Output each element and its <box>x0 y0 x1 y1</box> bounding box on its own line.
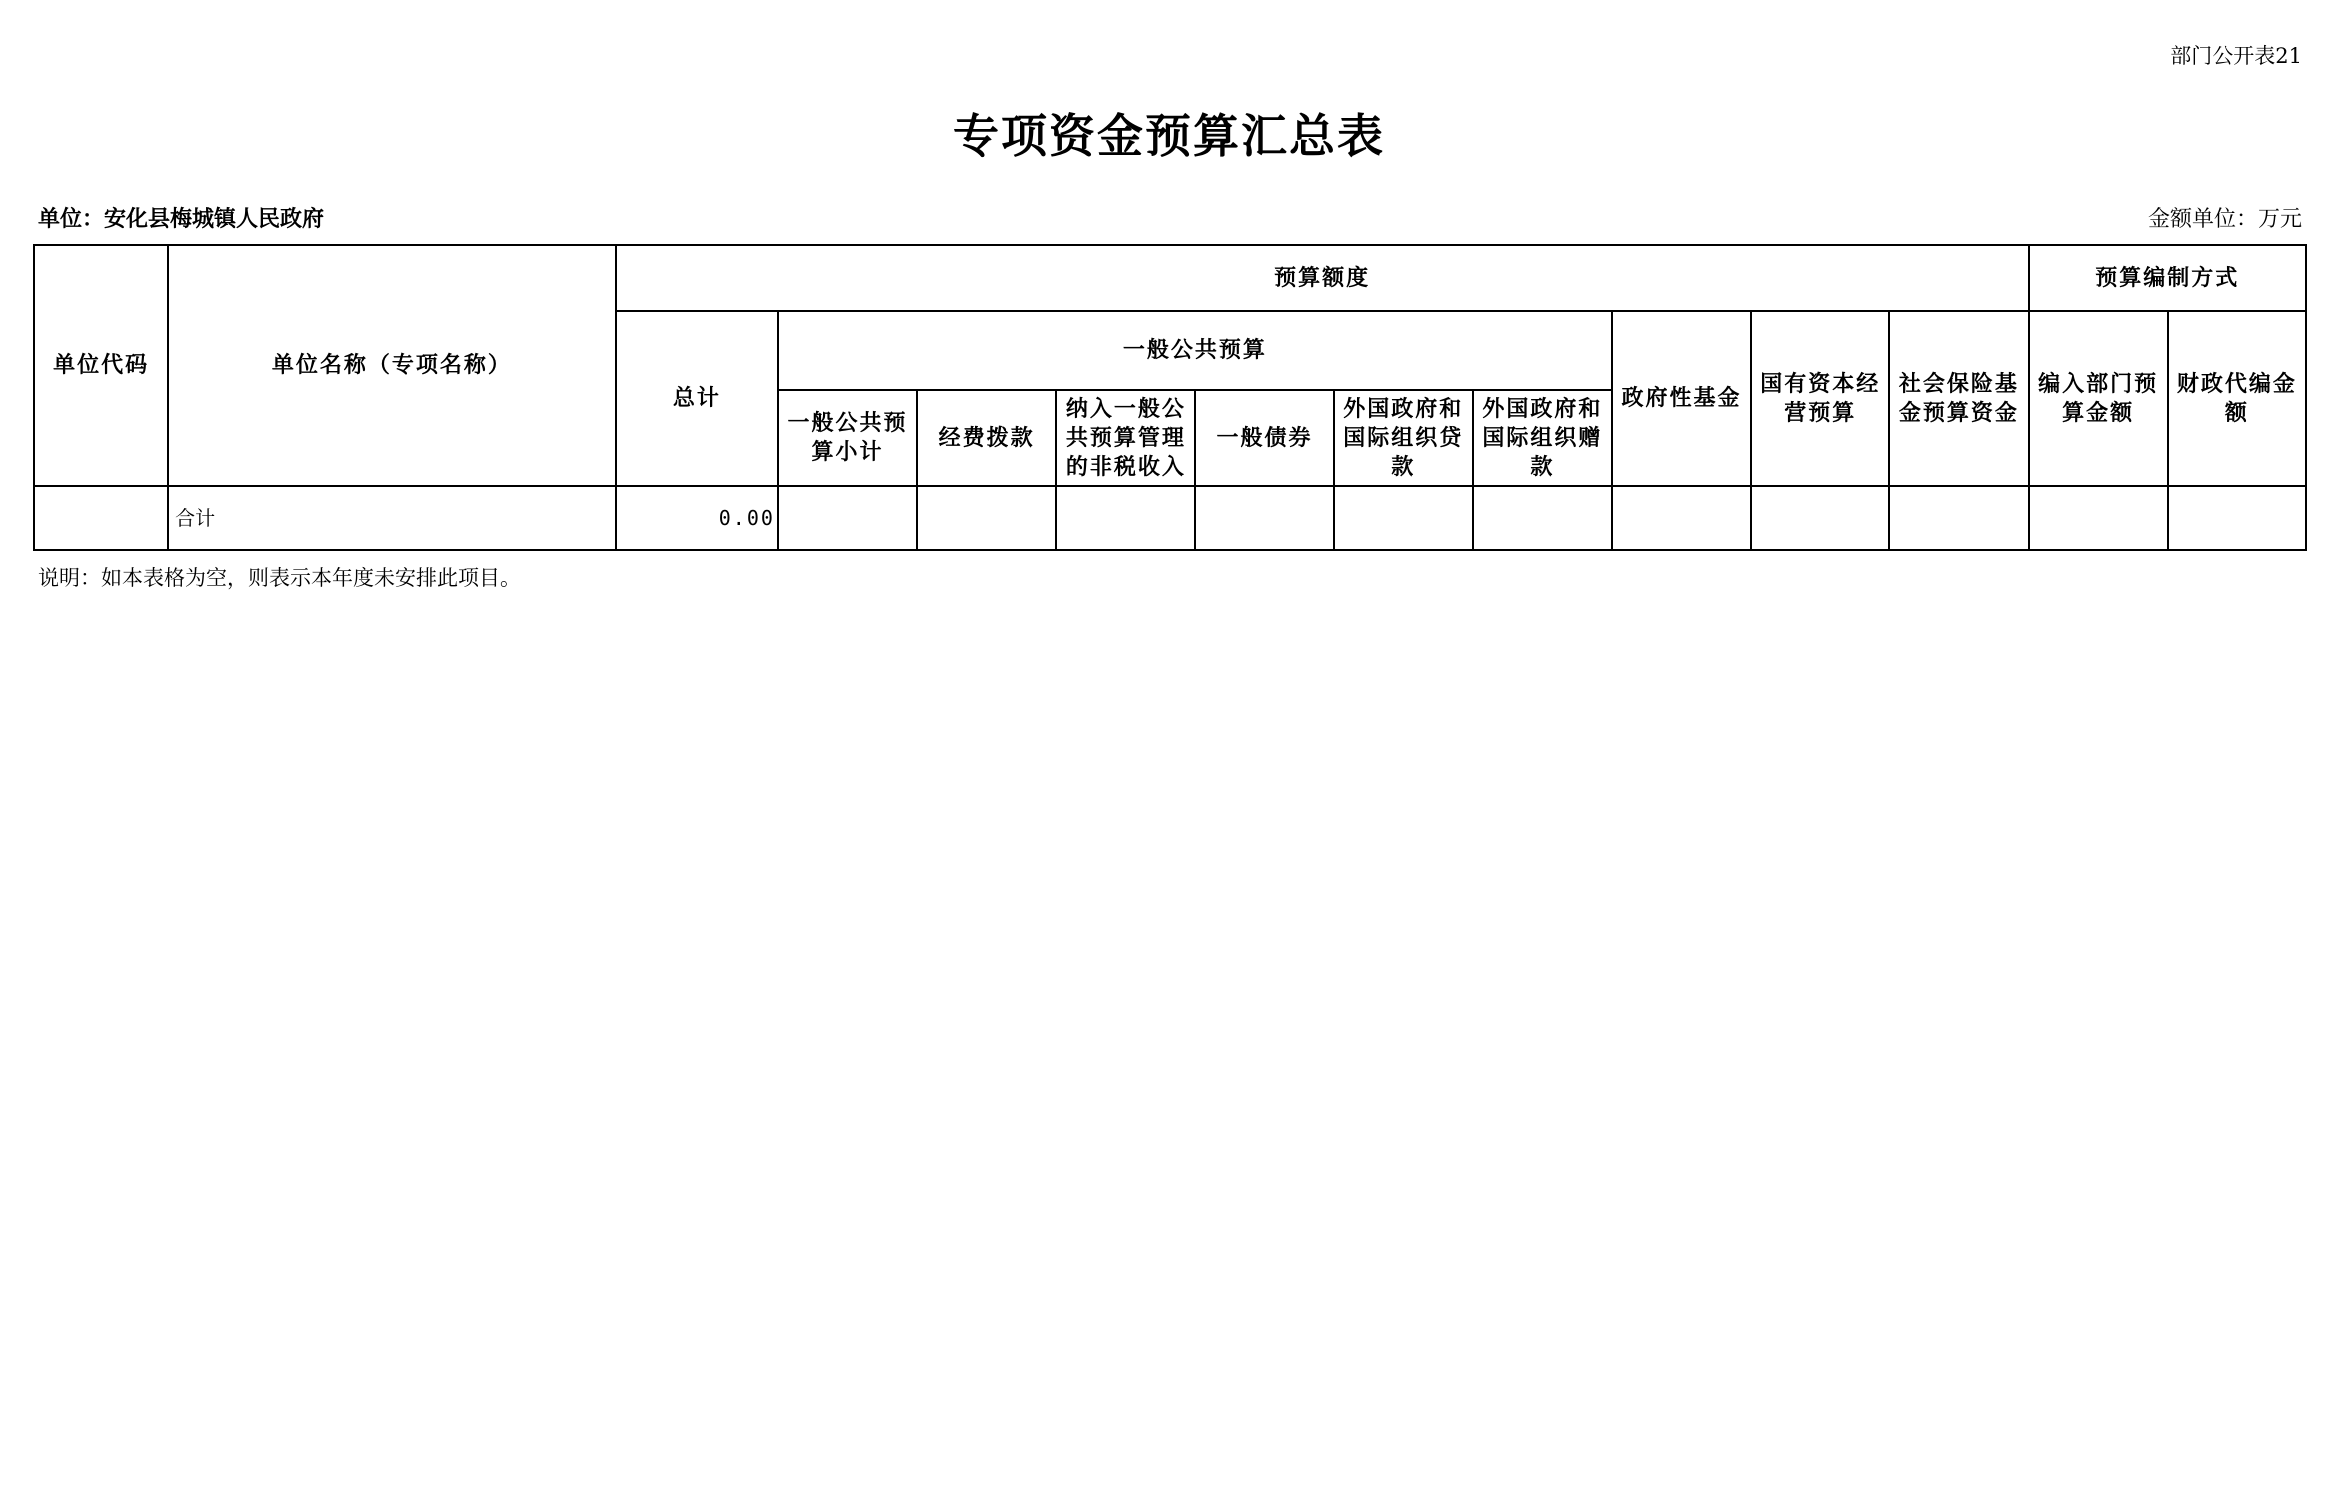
page-title: 专项资金预算汇总表 <box>953 109 1385 163</box>
cell-finance-agent-amount <box>2168 486 2306 550</box>
header-gov-fund: 政府性基金 <box>1612 311 1751 486</box>
unit-label: 单位：安化县梅城镇人民政府 <box>38 207 325 232</box>
cell-unit-code <box>34 486 168 550</box>
header-social-insurance: 社会保险基金预算资金 <box>1889 311 2028 486</box>
table-note: 说明：如本表格为空，则表示本年度未安排此项目。 <box>38 566 521 590</box>
form-number: 部门公开表21 <box>2170 44 2302 68</box>
cell-foreign-grants <box>1473 486 1612 550</box>
header-foreign-grants: 外国政府和国际组织赠款 <box>1473 390 1612 486</box>
cell-social-insurance <box>1889 486 2028 550</box>
header-total: 总计 <box>616 311 778 486</box>
header-budget-amount: 预算额度 <box>616 245 2029 311</box>
table-row <box>34 486 2306 550</box>
amount-unit-label: 金额单位：万元 <box>2147 207 2302 232</box>
cell-gov-fund <box>1612 486 1751 550</box>
header-general-public-budget: 一般公共预算 <box>778 311 1612 390</box>
cell-state-capital <box>1751 486 1889 550</box>
header-funding-allocation: 经费拨款 <box>917 390 1056 486</box>
header-general-debt: 一般债券 <box>1195 390 1333 486</box>
header-unit-name: 单位名称（专项名称） <box>168 245 616 486</box>
header-non-tax-income: 纳入一般公共预算管理的非税收入 <box>1056 390 1195 486</box>
cell-dept-budget-amount <box>2029 486 2168 550</box>
cell-general-debt <box>1195 486 1333 550</box>
header-state-capital: 国有资本经营预算 <box>1751 311 1889 486</box>
header-finance-agent-amount: 财政代编金额 <box>2168 311 2306 486</box>
cell-total: 0.00 <box>616 486 778 550</box>
budget-summary-table <box>33 244 2307 551</box>
header-unit-code: 单位代码 <box>34 245 168 486</box>
header-dept-budget-amount: 编入部门预算金额 <box>2029 311 2168 486</box>
header-gp-subtotal: 一般公共预算小计 <box>778 390 917 486</box>
header-foreign-loans: 外国政府和国际组织贷款 <box>1334 390 1473 486</box>
cell-non-tax-income <box>1056 486 1195 550</box>
cell-foreign-loans <box>1334 486 1473 550</box>
cell-funding-allocation <box>917 486 1056 550</box>
cell-gp-subtotal <box>778 486 917 550</box>
cell-unit-name: 合计 <box>168 486 616 550</box>
header-compile-method: 预算编制方式 <box>2029 245 2306 311</box>
